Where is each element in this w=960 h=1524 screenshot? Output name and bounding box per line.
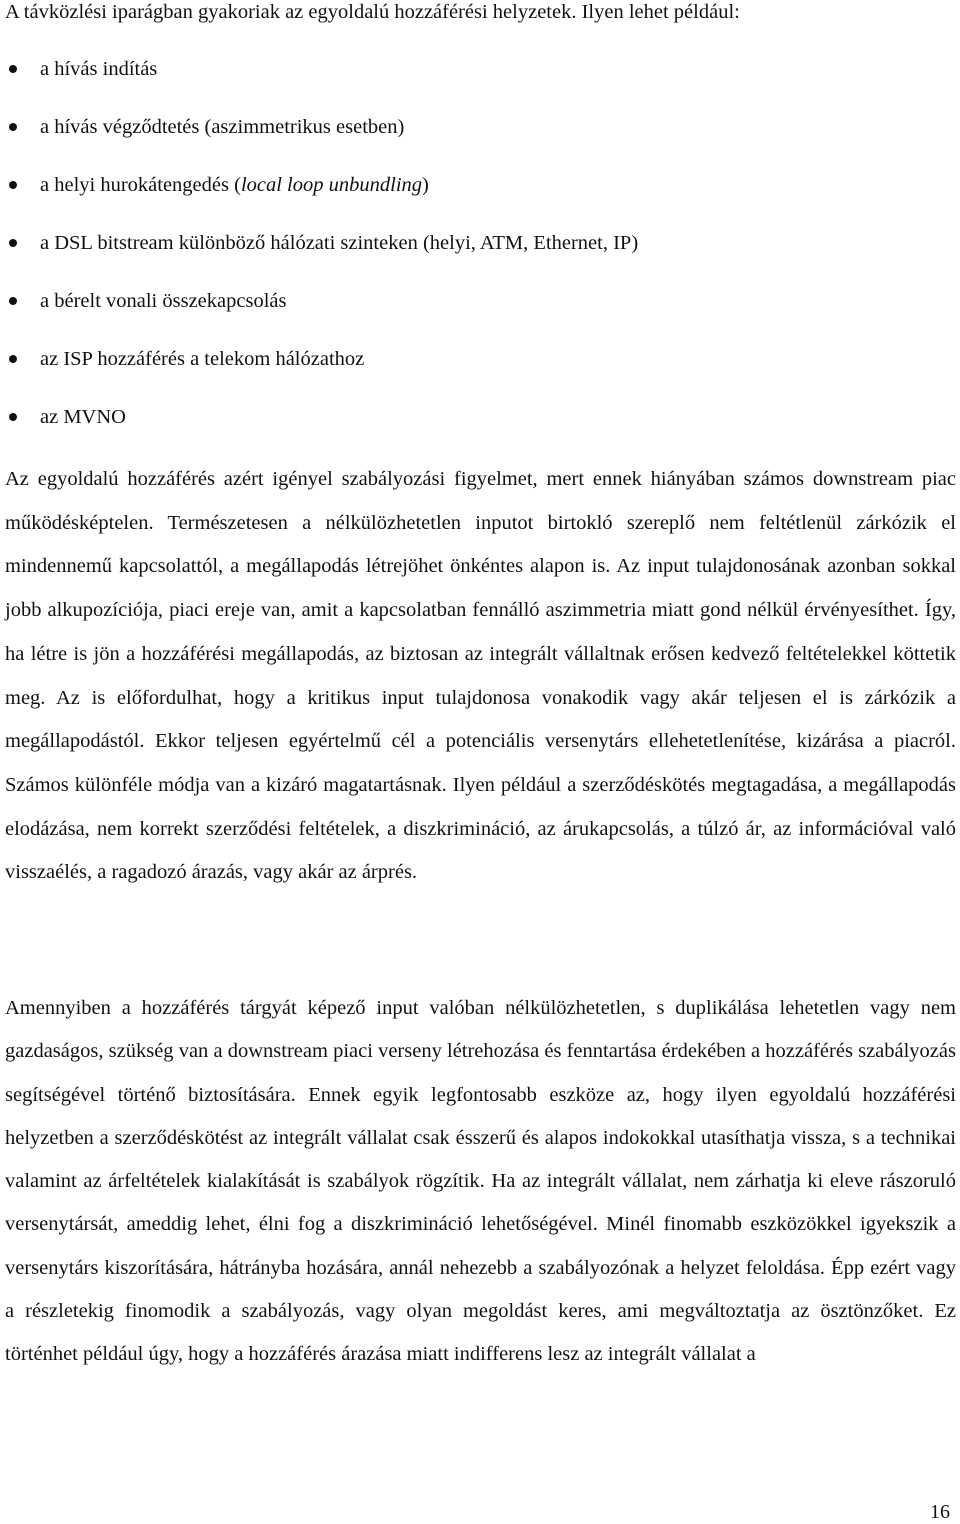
- body-paragraph-2: Amennyiben a hozzáférés tárgyát képező input valóban nélkülözhetetlen, s duplikálása lehetetlen vagy nem gazdaságos, szükség van a downstream piaci verseny létrehozása és fenntartása érdekében a hozzáférés szabályozás segítségével történő biztosítására. Ennek egyik legfontosabb eszköze az, hogy ilyen egyoldalú hozzáférési helyzetben a szerződéskötést az integrált vállalat csak ésszerű és alapos indokokkal utasíthatja vissza, s a technikai valamint az árfeltételek kialakítását is szabályok rögzítik. Ha az integrált vállalat, nem zárhatja ki eleve rászoruló versenytársát, ameddig lehet, élni fog a diszkrimináció lehetőségével. Minél finomabb eszközökkel igyekszik a versenytárs kiszorítására, hátrányba hozására, annál nehezebb a szabályozónak a helyzet feloldása. Épp ezért vagy a részletekig finomodik a szabályozás, vagy olyan megoldást keres, ami megváltoztatja az ösztönzőket. Ez történhet például úgy, hogy a hozzáférés árazása miatt indifferens lesz az integrált vállalat a: [5, 997, 956, 1366]
- bullet-text-pre: a helyi hurokátengedés (: [40, 174, 241, 196]
- bullet-item: [0, 55, 960, 113]
- bullet-item: [0, 113, 960, 171]
- bullet-text-post: ): [422, 174, 429, 196]
- bullet-icon: [9, 413, 17, 421]
- bullet-list: [0, 55, 960, 461]
- bullet-icon: [9, 355, 17, 363]
- bullet-icon: [9, 239, 17, 247]
- bullet-text: a hívás végződtetés (aszimmetrikus esetben): [40, 116, 405, 138]
- bullet-item: [0, 171, 960, 229]
- bullet-text: [40, 171, 429, 199]
- body-paragraph-1: Az egyoldalú hozzáférés azért igényel szabályozási figyelmet, mert ennek hiányában számos downstream piac működésképtelen. Természetesen a nélkülözhetetlen inputot birtokló szereplő nem feltétlenül zárkózik el mindennemű kapcsolattól, a megállapodás létrejöhet önkéntes alapon is. Az input tulajdonosának azonban sokkal jobb alkupozíciója, piaci ereje van, amit a kapcsolatban fennálló aszimmetria miatt gond nélkül érvényesíthet. Így, ha létre is jön a hozzáférési megállapodás, az biztosan az integrált vállaltnak erősen kedvező feltételekkel köttetik meg. Az is előfordulhat, hogy a kritikus input tulajdonosa vonakodik vagy akár teljesen el is zárkózik a megállapodástól. Ekkor teljesen egyértelmű cél a potenciális versenytárs ellehetetlenítése, kizárása a piacról. Számos különféle módja van a kizáró magatartásnak. Ilyen például a szerződéskötés megtagadása, a megállapodás elodázása, nem korrekt szerződési feltételek, a diszkrimináció, az árukapcsolás, a túlzó ár, az információval való visszaélés, a ragadozó árazás, vagy akár az árprés.: [5, 468, 956, 884]
- bullet-item: [0, 345, 960, 403]
- bullet-text: a hívás indítás: [40, 58, 158, 80]
- bullet-icon: [9, 65, 17, 73]
- bullet-item: [0, 287, 960, 345]
- bullet-icon: [9, 297, 17, 305]
- bullet-icon: [9, 123, 17, 131]
- bullet-text: az MVNO: [40, 406, 126, 428]
- bullet-item: [0, 403, 960, 461]
- intro-sentence: A távközlési iparágban gyakoriak az egyoldalú hozzáférési helyzetek. Ilyen lehet például:: [5, 1, 740, 23]
- bullet-icon: [9, 181, 17, 189]
- bullet-item: [0, 229, 960, 287]
- bullet-text: az ISP hozzáférés a telekom hálózathoz: [40, 348, 365, 370]
- page-number: 16: [930, 1501, 950, 1523]
- bullet-text-italic: local loop unbundling: [240, 174, 423, 196]
- bullet-text: a bérelt vonali összekapcsolás: [40, 290, 287, 312]
- bullet-text: a DSL bitstream különböző hálózati szinteken (helyi, ATM, Ethernet, IP): [40, 232, 639, 254]
